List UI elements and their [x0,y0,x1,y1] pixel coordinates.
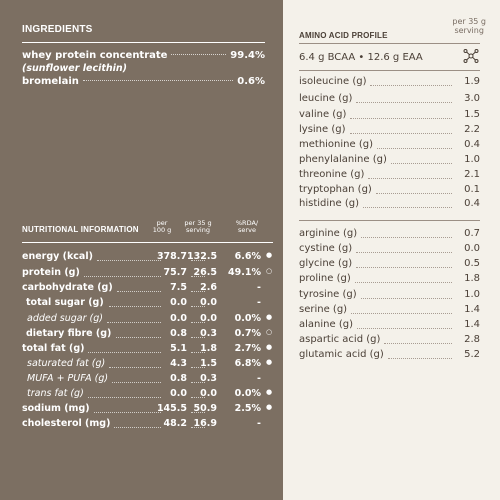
nutrient-label: total fat (g) [22,343,85,354]
rda-value: 49.1% [228,267,261,278]
amino-title: AMINO ACID PROFILE [299,31,388,40]
ingredients-title: INGREDIENTS [22,24,93,35]
amino-label: alanine (g) [299,319,353,330]
col-header-per100: per 100 g [152,219,172,234]
per100-value: 145.5 [156,403,187,414]
rda-value: - [257,297,261,308]
amino-row [299,198,480,212]
nutrition-row [22,328,273,342]
serving-value: 50.9 [193,403,217,414]
amino-label: lysine (g) [299,124,346,135]
rda-value: - [257,282,261,293]
dot-leader [356,267,452,268]
amino-row [299,228,480,242]
rda-value: 2.7% [234,343,261,354]
per100-value: 0.0 [170,297,187,308]
amino-value: 2.8 [464,334,480,345]
rda-value: 0.0% [234,388,261,399]
nutrient-label: total sugar (g) [26,297,104,308]
amino-row [299,76,480,90]
serving-value: 2.6 [200,282,217,293]
amino-row [299,273,480,287]
amino-row [299,184,480,198]
amino-label: glutamic acid (g) [299,349,384,360]
dot-leader [377,148,452,149]
amino-label: serine (g) [299,304,348,315]
nutrition-divider [22,242,273,243]
nutrition-row [22,403,273,417]
col-header-serving: per 35 g serving [184,219,212,234]
serving-value: 16.9 [193,418,217,429]
nutrient-label: energy (kcal) [22,251,93,262]
serving-value: 0.0 [200,297,217,308]
amino-label: threonine (g) [299,169,365,180]
per100-value: 4.3 [170,358,187,369]
amino-label: arginine (g) [299,228,358,239]
dot-leader [350,133,452,134]
nutrition-row [22,418,273,432]
amino-value: 1.0 [464,289,480,300]
amino-divider [299,70,480,71]
nutrition-row [22,388,273,402]
dot-icon: ● [265,403,273,411]
amino-label: glycine (g) [299,258,353,269]
amino-row [299,319,480,333]
ingredient-item [22,50,265,61]
nutrition-row [22,358,273,372]
nutrient-label: sodium (mg) [22,403,90,414]
amino-value: 3.0 [464,93,480,104]
serving-value: 0.3 [200,373,217,384]
dot-icon: ● [265,388,273,396]
nutrition-row [22,297,273,311]
serving-value: 0.0 [200,313,217,324]
rda-value: 6.8% [234,358,261,369]
dot-leader [361,298,452,299]
serving-value: 26.5 [193,267,217,278]
amino-label: histidine (g) [299,198,359,209]
ingredient-pct: 99.4% [230,50,265,61]
molecule-icon [463,48,479,64]
amino-divider [299,220,480,221]
amino-label: phenylalanine (g) [299,154,387,165]
amino-value: 0.7 [464,228,480,239]
rda-value: 0.0% [234,313,261,324]
amino-value: 2.1 [464,169,480,180]
nutrition-row [22,282,273,296]
dot-leader [363,207,452,208]
amino-label: valine (g) [299,109,347,120]
amino-value: 2.2 [464,124,480,135]
amino-label: aspartic acid (g) [299,334,381,345]
dot-leader [350,118,452,119]
dot-leader [351,313,452,314]
amino-col-header: per 35 g serving [452,17,486,35]
amino-row [299,258,480,272]
amino-value: 0.4 [464,139,480,150]
amino-label: tyrosine (g) [299,289,357,300]
ingredient-name: bromelain [22,76,79,87]
ingredient-pct: 0.6% [237,76,265,87]
dot-icon: ● [265,343,273,351]
amino-row [299,349,480,363]
dot-leader [388,358,452,359]
per100-value: 0.0 [170,388,187,399]
dot-leader [357,328,452,329]
amino-divider [299,43,480,44]
dot-leader [361,237,452,238]
amino-value: 1.9 [464,76,480,87]
amino-value: 1.5 [464,109,480,120]
dot-leader [368,178,452,179]
amino-row [299,124,480,138]
amino-label: leucine (g) [299,93,353,104]
nutrition-row [22,267,273,281]
amino-row [299,334,480,348]
amino-row [299,289,480,303]
rda-value: - [257,418,261,429]
nutrition-row [22,343,273,357]
amino-value: 1.0 [464,154,480,165]
amino-label: proline (g) [299,273,351,284]
col-header-rda: %RDA/ serve [235,219,259,234]
serving-value: 0.3 [200,328,217,339]
dot-leader [83,80,233,81]
nutrient-label: cholesterol (mg) [22,418,111,429]
amino-label: methionine (g) [299,139,373,150]
nutrient-label: saturated fat (g) [27,358,106,369]
nutrition-row [22,251,273,265]
dot-leader [171,54,226,55]
dot-leader [376,193,452,194]
dot-leader [355,282,452,283]
serving-value: 1.8 [200,343,217,354]
nutrient-label: trans fat (g) [27,388,84,399]
rda-value: - [257,373,261,384]
amino-row [299,93,480,107]
amino-row [299,169,480,183]
rda-value: 6.6% [234,251,261,262]
amino-value: 1.4 [464,304,480,315]
rda-value: 2.5% [234,403,261,414]
amino-row [299,304,480,318]
nutrient-label: dietary fibre (g) [26,328,112,339]
amino-label: cystine (g) [299,243,353,254]
open-dot-icon: ○ [265,328,273,336]
dot-icon: ● [265,358,273,366]
amino-value: 1.8 [464,273,480,284]
dot-leader [370,85,452,86]
ingredients-divider [22,42,265,43]
nutrition-title: NUTRITIONAL INFORMATION [22,225,139,234]
serving-value: 0.0 [200,388,217,399]
ingredient-sub-note: (sunflower lecithin) [22,63,127,74]
per100-value: 0.8 [170,373,187,384]
rda-value: 0.7% [234,328,261,339]
dot-leader [391,163,452,164]
nutrient-label: protein (g) [22,267,80,278]
open-dot-icon: ○ [265,267,273,275]
per100-value: 5.1 [170,343,187,354]
amino-value: 1.4 [464,319,480,330]
amino-value: 0.0 [464,243,480,254]
amino-value: 0.1 [464,184,480,195]
serving-value: 1.5 [200,358,217,369]
dot-icon: ● [265,251,273,259]
amino-value: 0.4 [464,198,480,209]
amino-row [299,154,480,168]
nutrient-label: added sugar (g) [27,313,103,324]
amino-value: 5.2 [464,349,480,360]
dot-icon: ● [265,313,273,321]
nutrient-label: carbohydrate (g) [22,282,113,293]
amino-label: isoleucine (g) [299,76,367,87]
per100-value: 75.7 [163,267,187,278]
per100-value: 48.2 [163,418,187,429]
amino-value: 0.5 [464,258,480,269]
ingredient-name: whey protein concentrate [22,50,168,61]
serving-value: 132.5 [187,251,218,262]
amino-panel [283,0,500,500]
nutrition-row [22,373,273,387]
bcaa-eaa-summary: 6.4 g BCAA • 12.6 g EAA [299,52,423,63]
amino-row [299,109,480,123]
dot-leader [384,343,452,344]
amino-row [299,243,480,257]
per100-value: 0.8 [170,328,187,339]
dot-leader [356,252,452,253]
dot-leader [356,102,452,103]
amino-row [299,139,480,153]
per100-value: 0.0 [170,313,187,324]
per100-value: 378.7 [156,251,187,262]
amino-label: tryptophan (g) [299,184,372,195]
ingredient-item [22,76,265,87]
nutrient-label: MUFA + PUFA (g) [27,373,109,384]
per100-value: 7.5 [170,282,187,293]
nutrition-row [22,313,273,327]
